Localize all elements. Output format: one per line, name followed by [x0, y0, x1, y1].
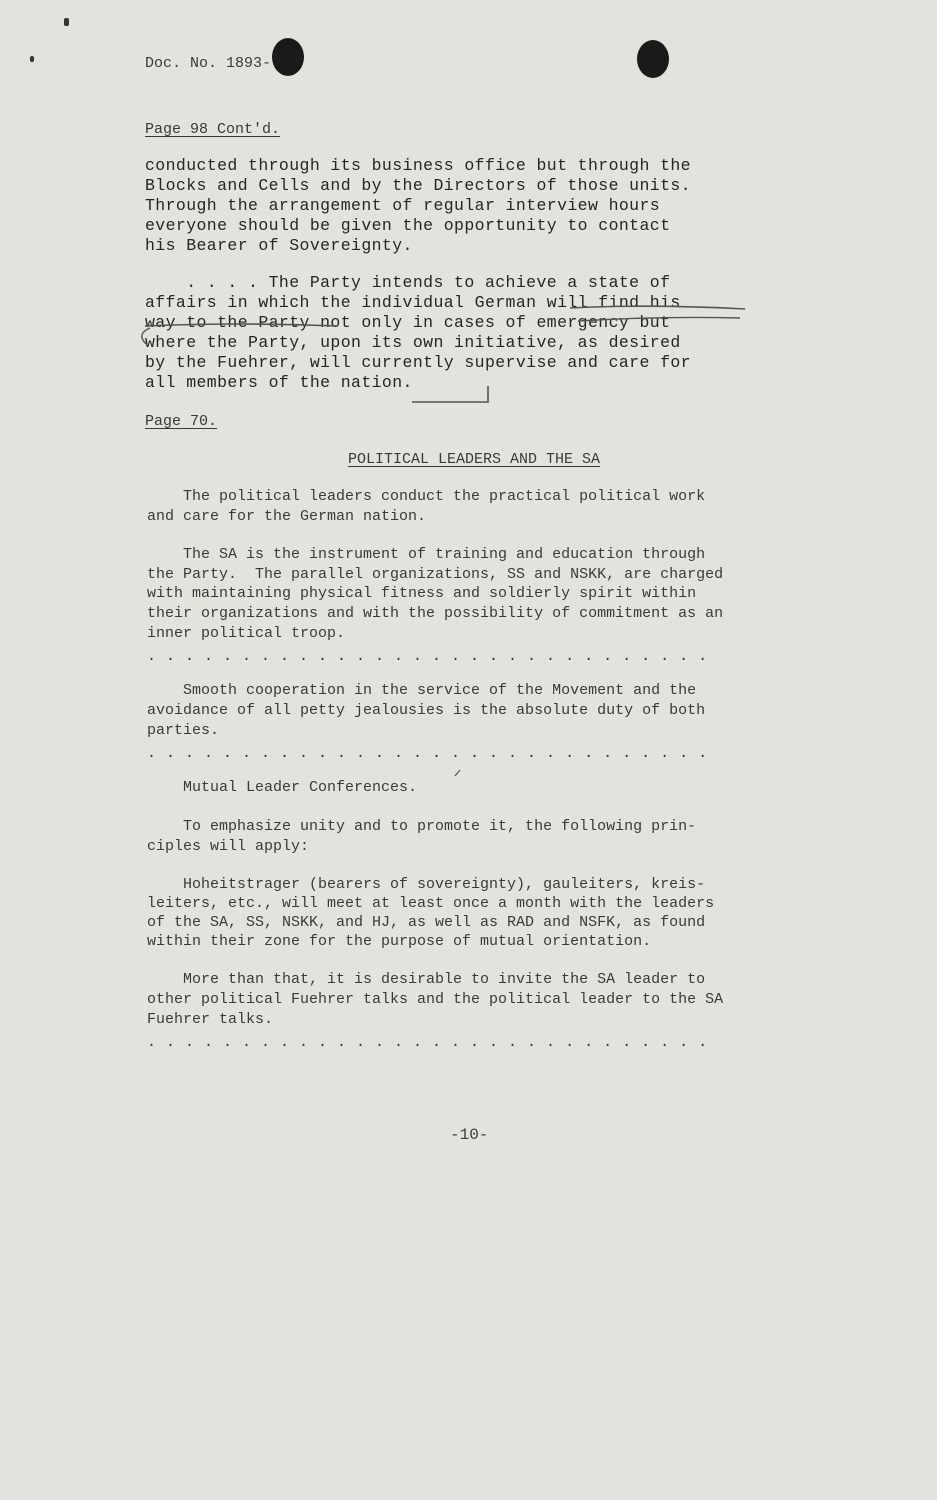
paragraph-line: by the Fuehrer, will currently supervise and care for [145, 353, 691, 372]
paragraph-line: all members of the nation. [145, 373, 413, 392]
paragraph-line: and care for the German nation. [147, 508, 427, 525]
paragraph-line: ciples will apply: [147, 838, 310, 855]
paragraph-line: other political Fuehrer talks and the political leader to the SA [147, 991, 724, 1008]
doc-number: Doc. No. 1893- [145, 55, 272, 72]
ellipsis-divider: . . . . . . . . . . . . . . . . . . . . . . . . . . . . . . [147, 745, 708, 762]
paragraph-line: parties. [147, 722, 220, 739]
page-number: -10- [450, 1126, 489, 1144]
paragraph-line: conducted through its business office but through the [145, 156, 691, 175]
paragraph-line: Through the arrangement of regular interview hours [145, 196, 661, 215]
ellipsis-divider: . . . . . . . . . . . . . . . . . . . . . . . . . . . . . . [147, 648, 708, 665]
page-reference: Page 98 Cont'd. [145, 121, 281, 138]
paragraph-line: affairs in which the individual German will find his [145, 293, 681, 312]
paragraph-line: Hoheitstrager (bearers of sovereignty), gauleiters, kreis- [147, 876, 706, 893]
paragraph-line: everyone should be given the opportunity to contact [145, 216, 671, 235]
paragraph-line: where the Party, upon its own initiative, as desired [145, 333, 681, 352]
paragraph-line: . . . . The Party intends to achieve a state of [145, 273, 671, 292]
pencil-bracket [142, 328, 150, 344]
pencil-underline [570, 306, 745, 309]
paragraph-line: Blocks and Cells and by the Directors of those units. [145, 176, 691, 195]
section-title: POLITICAL LEADERS AND THE SA [348, 451, 601, 468]
pencil-tick [455, 770, 460, 776]
pencil-underline [145, 324, 338, 326]
paragraph-line: their organizations and with the possibility of commitment as an [147, 605, 724, 622]
paragraph-line: inner political troop. [147, 625, 346, 642]
paragraph-line: the Party. The parallel organizations, SS and NSKK, are charged [147, 566, 724, 583]
paragraph-line: his Bearer of Sovereignty. [145, 236, 413, 255]
paragraph-line: leiters, etc., will meet at least once a month with the leaders [147, 895, 715, 912]
subheading: Mutual Leader Conferences. [147, 779, 418, 796]
paragraph-line: way to the Party not only in cases of emergency but [145, 313, 671, 332]
paragraph-line: with maintaining physical fitness and soldierly spirit within [147, 585, 697, 602]
ellipsis-divider: . . . . . . . . . . . . . . . . . . . . . . . . . . . . . . [147, 1034, 708, 1051]
paragraph-line: To emphasize unity and to promote it, the following prin- [147, 818, 697, 835]
page-reference: Page 70. [145, 413, 218, 430]
pencil-bracket [412, 386, 488, 402]
paragraph-line: Smooth cooperation in the service of the Movement and the [147, 682, 697, 699]
paragraph-line: Fuehrer talks. [147, 1011, 274, 1028]
paragraph-line: More than that, it is desirable to invite the SA leader to [147, 971, 706, 988]
paragraph-line: The SA is the instrument of training and education through [147, 546, 706, 563]
pencil-strike [578, 317, 740, 321]
paragraph-line: The political leaders conduct the practical political work [147, 488, 706, 505]
paragraph-line: within their zone for the purpose of mutual orientation. [147, 933, 652, 950]
paragraph-line: avoidance of all petty jealousies is the absolute duty of both [147, 702, 706, 719]
paragraph-line: of the SA, SS, NSKK, and HJ, as well as RAD and NSFK, as found [147, 914, 706, 931]
